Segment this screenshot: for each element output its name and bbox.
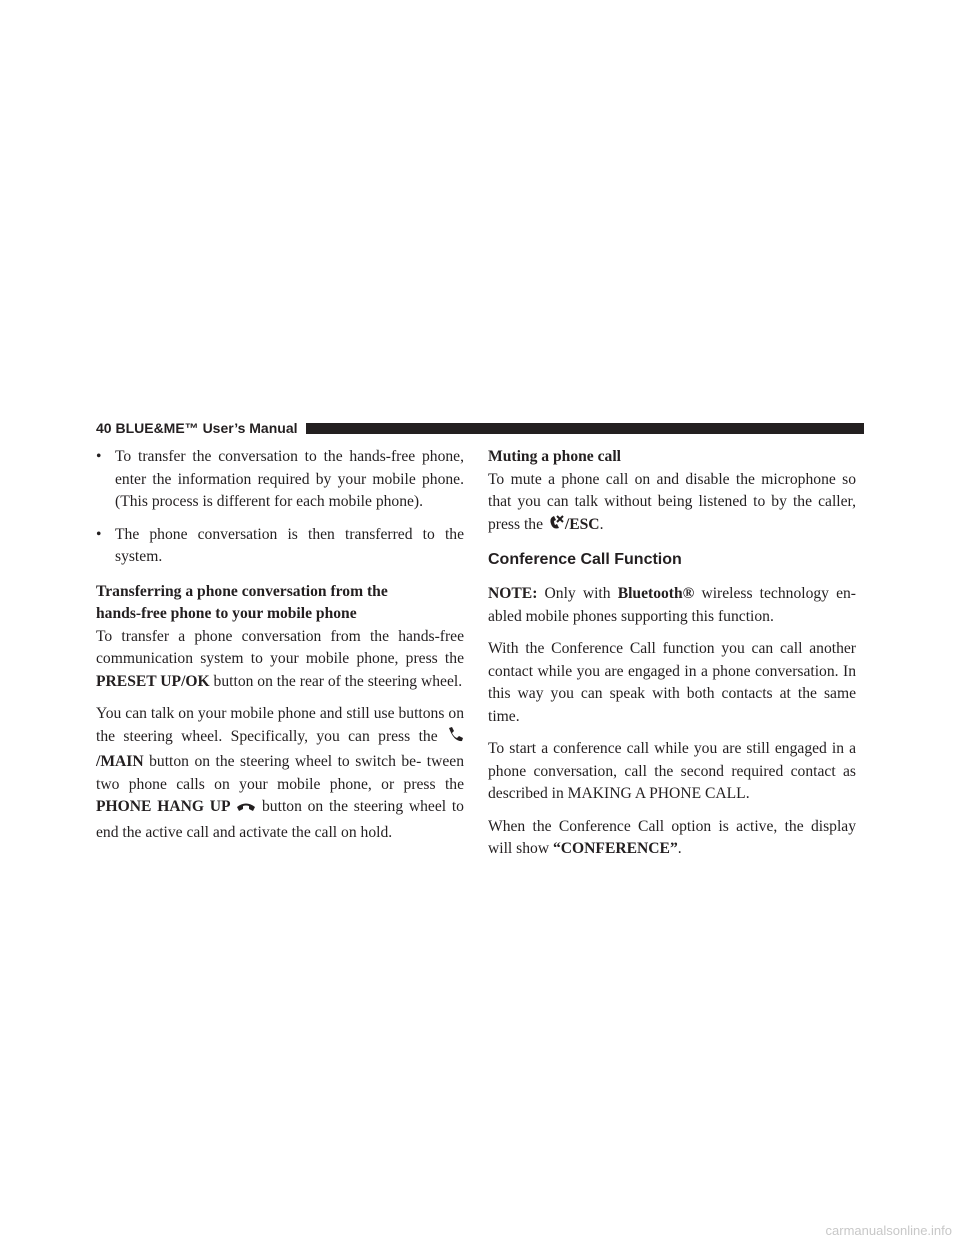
text-run: wireless technology en- abled mobile phones supporting this function. xyxy=(488,585,857,625)
bullet-marker: • xyxy=(96,448,102,465)
section-title: Muting a phone call xyxy=(488,448,621,465)
bullet-marker: • xyxy=(96,525,102,543)
list-item xyxy=(96,446,464,514)
left-column xyxy=(96,446,464,854)
note-label: NOTE: xyxy=(488,585,538,602)
header-rule xyxy=(306,423,865,434)
section-title-line: Transferring a phone conversation from the xyxy=(96,582,388,600)
button-name: PRESET UP/OK xyxy=(96,672,210,690)
page-number-title: 40 BLUE&ME™ User’s Manual xyxy=(96,420,298,436)
bullet-text: The phone conversation is then transferred to the system. xyxy=(115,525,464,565)
section-title-line: hands-free phone to your mobile phone xyxy=(96,605,357,622)
watermark: carmanualsonline.info xyxy=(825,1223,952,1238)
paragraph: To start a conference call while you are still engaged in a phone conversation, call the second required contact as described in MAKING A PHONE CALL. xyxy=(488,740,856,802)
page-header xyxy=(96,418,864,438)
right-column xyxy=(488,446,856,871)
text-run: button on the steering wheel to end the active call and activate the call on hold. xyxy=(96,798,464,841)
section-title xyxy=(96,581,464,626)
text-run: . xyxy=(677,840,682,857)
button-name: /MAIN xyxy=(96,753,144,770)
text-run: button on the rear of the steering wheel. xyxy=(209,672,463,690)
text-run: Only with xyxy=(537,585,618,602)
section-heading: Conference Call Function xyxy=(488,551,682,568)
mute-icon xyxy=(547,514,565,540)
text-run: You can talk on your mobile phone and still use buttons on the steering wheel. Specifically, you can press the xyxy=(96,705,464,745)
phone-pickup-icon xyxy=(446,726,464,752)
text-run: When the Conference Call option is active, the display will show xyxy=(488,817,856,857)
text-run: . xyxy=(599,515,604,533)
paragraph-note xyxy=(488,583,856,628)
bullet-text: To transfer the conversation to the hands-free phone, enter the information required by your mobile phone. (This process is different for each mobile phone). xyxy=(115,448,464,510)
brand-name: Bluetooth® xyxy=(617,585,695,602)
paragraph xyxy=(488,816,856,861)
text-run: To mute a phone call on and disable the microphone so that you can talk without being listened to by the caller, press the xyxy=(488,470,856,533)
paragraph: With the Conference Call function you can call another contact while you are engaged in a phone conversation. In this way you can speak with both contacts at the same time. xyxy=(488,640,856,725)
display-text: “CONFERENCE” xyxy=(552,840,678,857)
paragraph-steering xyxy=(96,703,464,844)
button-name: PHONE HANG UP xyxy=(96,798,231,815)
list-item xyxy=(96,524,464,569)
phone-hangup-icon xyxy=(236,799,256,822)
paragraph-muting xyxy=(488,469,856,540)
text-run: To transfer a phone conversation from the hands-free communication system to your mobile phone, press the xyxy=(96,627,464,667)
button-name: /ESC xyxy=(564,515,600,533)
paragraph-transfer xyxy=(96,626,464,694)
text-run: button on the steering wheel to switch be- tween two phone calls on your mobile phone, or press the xyxy=(96,753,464,793)
